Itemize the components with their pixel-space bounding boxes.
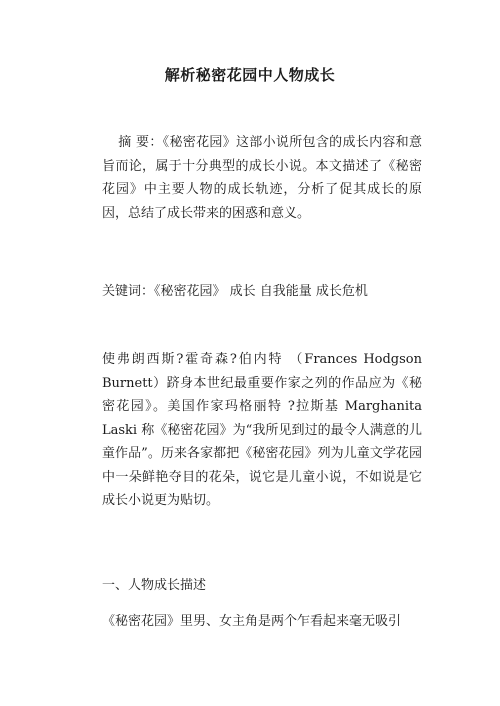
intro-paragraph: 使弗朗西斯?霍奇森?伯内特 （Frances Hodgson Burnett）跻身本世纪最重要作家之列的作品应为《秘密花园》。美国作家玛格丽特 ?拉斯基 Marghanita Laski 称《秘密花园》为“我所见到过的最令人满意的儿童作品”。历来各家都把《秘密花园》列为儿童文学花园中一朵鲜艳夺目的花朵，说它是儿童小说，不如说是它成长小说更为贴切。: [102, 352, 422, 508]
section-body-text: 《秘密花园》里男、女主角是两个乍看起来毫无吸引: [102, 614, 402, 629]
document-title: 解析秘密花园中人物成长: [164, 66, 336, 84]
keywords-line: 关键词：《秘密花园》 成长 自我能量 成长危机: [102, 284, 368, 299]
abstract-paragraph: [102, 131, 422, 225]
abstract-text: 摘 要：《秘密花园》这部小说所包含的成长内容和意旨而论，属于十分典型的成长小说。本文描述了《秘密花园》中主要人物的成长轨迹，分析了促其成长的原因，总结了成长带来的困惑和意义。: [102, 135, 422, 221]
section-heading: 一、人物成长描述: [102, 578, 207, 593]
